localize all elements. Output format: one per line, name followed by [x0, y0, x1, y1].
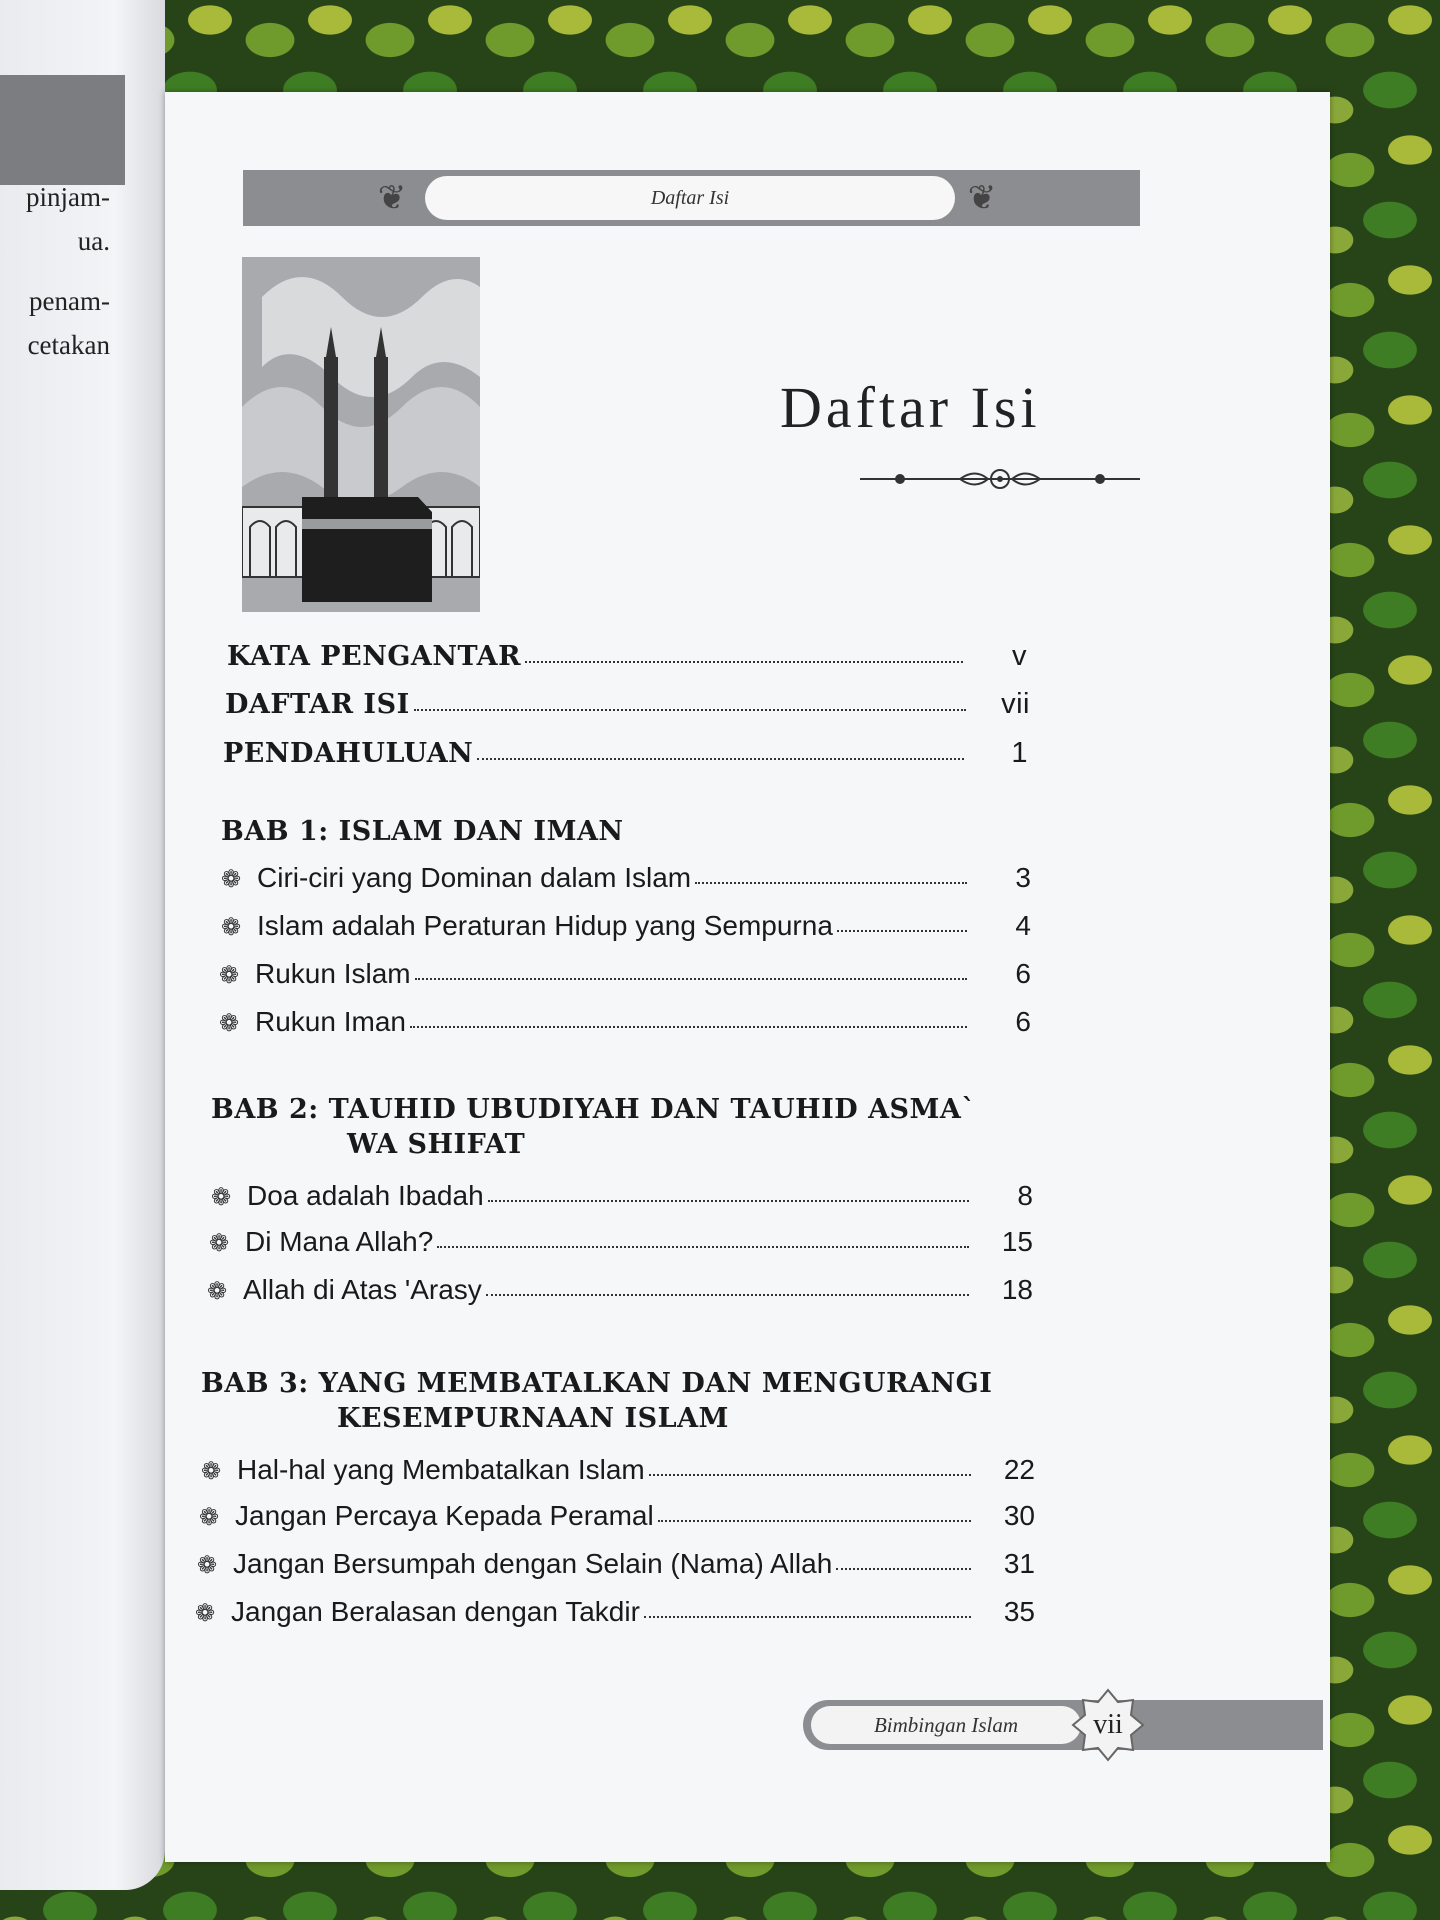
left-line: ua. [77, 226, 110, 256]
toc-entry[interactable] [201, 1454, 1035, 1486]
page-number: vii [1093, 1709, 1123, 1740]
toc-entry[interactable] [209, 1226, 1033, 1258]
flower-bullet-icon: ❁ [199, 1504, 220, 1531]
toc-entry-page: 1 [1011, 737, 1028, 769]
toc-entry-label: KATA PENGANTAR [227, 641, 522, 672]
toc-entry-page: 6 [1015, 1006, 1031, 1037]
left-line: pinjam- [26, 182, 110, 212]
flower-bullet-icon: ❁ [195, 1600, 216, 1627]
flower-bullet-icon: ❁ [197, 1552, 218, 1579]
toc-entry-label: Di Mana Allah? [245, 1226, 434, 1257]
leader-dots [488, 1200, 969, 1202]
toc-entry[interactable] [219, 1006, 1031, 1038]
left-page-header-band [0, 75, 125, 185]
toc-entry-label: DAFTAR ISI [225, 689, 410, 720]
toc-entry-page: 4 [1015, 910, 1031, 941]
toc-entry-label: Jangan Percaya Kepada Peramal [235, 1500, 654, 1531]
leader-dots [437, 1246, 969, 1248]
flower-bullet-icon: ❁ [207, 1278, 228, 1305]
toc-entry-label: Rukun Islam [255, 958, 411, 989]
page-title: Daftar Isi [780, 375, 1041, 440]
leader-dots [695, 882, 967, 884]
toc-entry-page: 6 [1015, 958, 1031, 989]
toc-entry-label: Jangan Bersumpah dengan Selain (Nama) Allah [233, 1548, 833, 1579]
flower-bullet-icon: ❁ [221, 866, 242, 893]
toc-entry[interactable] [219, 958, 1031, 990]
toc-entry-page: vii [1001, 688, 1030, 720]
leader-dots [658, 1520, 971, 1522]
chapter-heading [221, 816, 624, 847]
chapter-heading [201, 1368, 992, 1434]
footer-pill [811, 1706, 1081, 1744]
toc-entry-page: 22 [1003, 1454, 1035, 1485]
toc-entry-page: 30 [1003, 1500, 1035, 1531]
leader-dots [837, 930, 967, 932]
flower-bullet-icon: ❁ [221, 914, 242, 941]
table-of-contents [165, 92, 1330, 1862]
toc-entry[interactable] [199, 1500, 1035, 1532]
arabesque-ornament-icon: ❦ [967, 179, 997, 217]
toc-entry[interactable] [211, 1180, 1033, 1212]
toc-entry[interactable] [195, 1596, 1035, 1628]
toc-entry[interactable] [207, 1274, 1033, 1306]
flower-bullet-icon: ❁ [211, 1184, 232, 1211]
left-page-text [0, 175, 160, 367]
toc-entry-label: Jangan Beralasan dengan Takdir [231, 1596, 640, 1627]
toc-entry-page: 18 [1001, 1274, 1033, 1305]
toc-entry-page: v [1012, 640, 1027, 672]
chapter-heading-continuation: WA SHIFAT [347, 1129, 526, 1160]
toc-entry-page: 8 [1017, 1180, 1033, 1211]
flower-bullet-icon: ❁ [201, 1458, 222, 1485]
arabesque-ornament-icon: ❦ [377, 179, 407, 217]
toc-entry[interactable] [221, 910, 1031, 942]
left-page [0, 0, 165, 1890]
chapter-heading-text: BAB 2: TAUHID UBUDIYAH DAN TAUHID ASMA` [211, 1094, 976, 1125]
leader-dots [836, 1568, 971, 1570]
chapter-heading-continuation: KESEMPURNAAN ISLAM [337, 1403, 729, 1434]
toc-entry-page: 35 [1003, 1596, 1035, 1627]
left-line: penam- [29, 286, 110, 316]
footer-band [803, 1700, 1323, 1750]
toc-entry-page: 31 [1003, 1548, 1035, 1579]
toc-entry-page: 15 [1001, 1226, 1033, 1257]
footer-title: Bimbingan Islam [873, 1712, 1019, 1737]
chapter-heading-text: BAB 3: YANG MEMBATALKAN DAN MENGURANGI [201, 1368, 993, 1399]
toc-entry[interactable] [225, 688, 1030, 721]
leader-dots [477, 758, 964, 760]
toc-entry[interactable] [223, 737, 1028, 770]
left-line: cetakan [27, 330, 110, 360]
flower-bullet-icon: ❁ [209, 1230, 230, 1257]
toc-entry-page: 3 [1015, 862, 1031, 893]
leader-dots [486, 1294, 969, 1296]
leader-dots [415, 978, 967, 980]
leader-dots [410, 1026, 967, 1028]
toc-entry-label: Allah di Atas 'Arasy [243, 1274, 482, 1305]
flower-bullet-icon: ❁ [219, 962, 240, 989]
leader-dots [649, 1474, 971, 1476]
leader-dots [525, 661, 963, 663]
toc-entry[interactable] [227, 640, 1027, 673]
toc-entry-label: Ciri-ciri yang Dominan dalam Islam [257, 862, 692, 893]
toc-entry-label: Islam adalah Peraturan Hidup yang Sempurna [257, 910, 833, 941]
chapter-heading-text: BAB 1: ISLAM DAN IMAN [221, 816, 624, 847]
book-page [165, 92, 1330, 1862]
toc-entry-label: PENDAHULUAN [223, 738, 474, 769]
toc-entry-label: Doa adalah Ibadah [247, 1180, 484, 1211]
chapter-heading [211, 1094, 975, 1160]
flower-bullet-icon: ❁ [219, 1010, 240, 1037]
toc-entry[interactable] [221, 862, 1031, 894]
header-title: Daftar Isi [650, 186, 730, 209]
toc-entry-label: Hal-hal yang Membatalkan Islam [237, 1454, 645, 1485]
leader-dots [414, 709, 966, 711]
leader-dots [644, 1616, 971, 1618]
toc-entry[interactable] [197, 1548, 1035, 1580]
toc-entry-label: Rukun Iman [255, 1006, 406, 1037]
